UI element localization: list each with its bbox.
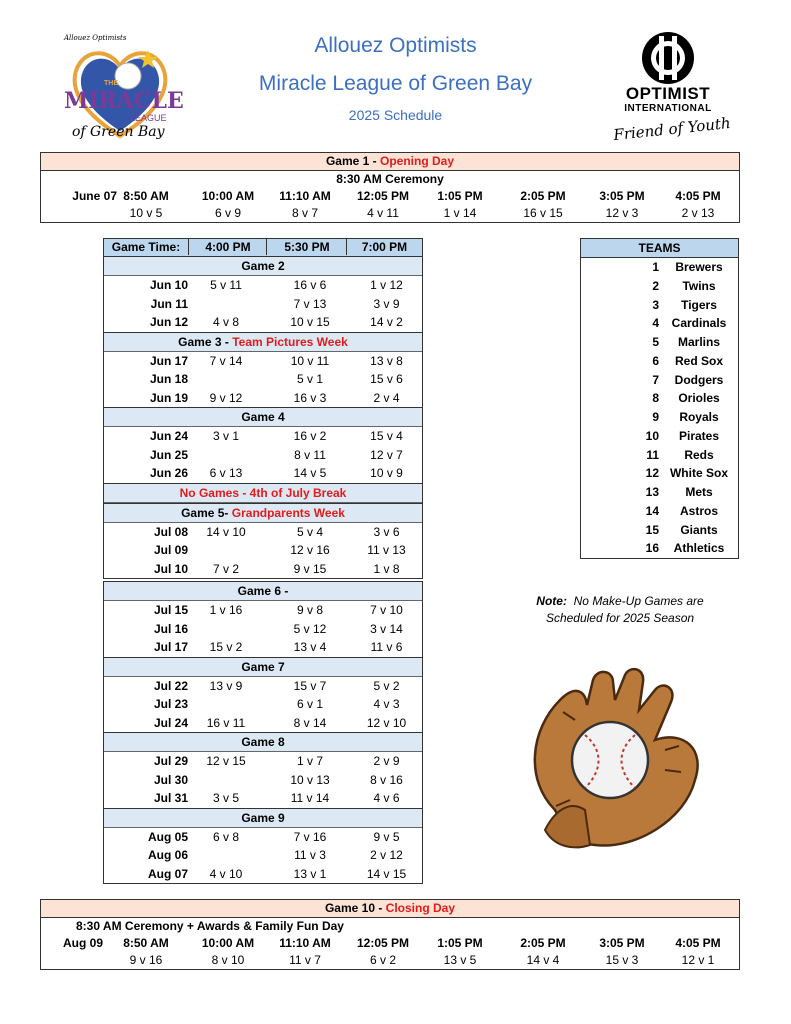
- opening-matchup: 12 v 3: [605, 206, 639, 220]
- game-week-note: Team Pictures Week: [232, 334, 348, 349]
- matchup-7pm: 4 v 3: [373, 697, 400, 711]
- schedule-row: [104, 789, 422, 808]
- game-week-label: [104, 484, 422, 503]
- schedule-row: [104, 523, 422, 542]
- schedule-row: [104, 677, 422, 696]
- logo-the-text: THE: [104, 80, 118, 87]
- matchup-530pm: 8 v 11: [294, 447, 326, 462]
- closing-games-row: [41, 952, 739, 969]
- team-name: Astros: [679, 503, 718, 518]
- matchup-4pm: 6 v 8: [212, 829, 239, 844]
- teams-title: TEAMS: [581, 239, 738, 258]
- game-week-title: Game 9: [241, 810, 285, 825]
- matchup-530pm: 6 v 1: [296, 697, 323, 711]
- game-week-label: [104, 733, 422, 752]
- matchup-530pm: 9 v 8: [296, 603, 323, 617]
- team-name: Reds: [684, 447, 714, 462]
- matchup-4pm: 7 v 2: [212, 561, 239, 576]
- schedule-row: [104, 427, 422, 446]
- opening-time: 3:05 PM: [599, 189, 645, 203]
- closing-matchup: 15 v 3: [605, 953, 639, 967]
- game-week-block: [103, 484, 423, 504]
- matchup-530pm: 5 v 4: [296, 524, 323, 539]
- matchup-530pm: 1 v 7: [296, 754, 323, 768]
- game-week-title: Game 8: [241, 735, 285, 749]
- schedule-date: Jul 17: [153, 640, 188, 654]
- team-number: 10: [645, 428, 659, 443]
- team-name: Tigers: [681, 297, 717, 312]
- opening-time: 2:05 PM: [520, 189, 566, 203]
- opening-ceremony: 8:30 AM Ceremony: [336, 172, 444, 186]
- page-title: Allouez Optimists: [314, 34, 477, 57]
- closing-date: Aug 09: [62, 936, 103, 950]
- opening-day-header: [41, 153, 739, 171]
- matchup-7pm: 2 v 12: [370, 848, 403, 862]
- matchup-7pm: 15 v 4: [370, 429, 403, 443]
- team-row: [581, 277, 738, 296]
- schedule-date: Aug 06: [147, 848, 188, 862]
- schedule-date: Jun 24: [149, 429, 188, 443]
- opening-times-row: [41, 188, 739, 205]
- closing-time: 2:05 PM: [520, 936, 566, 950]
- schedule-row: [104, 695, 422, 714]
- team-number: 16: [645, 541, 659, 556]
- team-number: 4: [652, 316, 659, 331]
- game-week-label: [104, 658, 422, 677]
- closing-time: 11:10 AM: [279, 936, 331, 950]
- schedule-row: [104, 295, 422, 314]
- opening-matchup: 10 v 5: [129, 206, 163, 220]
- note: [505, 593, 735, 627]
- game-week-label: [104, 809, 422, 828]
- schedule-row: [104, 771, 422, 790]
- team-number: 6: [652, 353, 659, 368]
- schedule-date: Jun 12: [149, 315, 188, 329]
- schedule-row: [104, 752, 422, 771]
- team-row: [581, 296, 738, 315]
- optimist-tagline: Friend of Youth: [612, 113, 732, 145]
- team-name: Orioles: [678, 391, 720, 406]
- team-row: [581, 258, 738, 277]
- team-row: [581, 502, 738, 521]
- schedule-row: [104, 464, 422, 483]
- matchup-4pm: 13 v 9: [209, 678, 243, 693]
- game-week-title: Game 6 -: [237, 584, 289, 598]
- schedule-date: Aug 05: [147, 829, 188, 844]
- team-number: 8: [652, 391, 659, 406]
- matchup-4pm: 5 v 11: [210, 278, 242, 292]
- matchup-7pm: 10 v 9: [370, 466, 403, 480]
- note-line1: No Make-Up Games are: [573, 594, 704, 608]
- opening-date: June 07: [72, 189, 117, 203]
- team-row: [581, 483, 738, 502]
- team-name: White Sox: [669, 466, 728, 481]
- matchup-4pm: 1 v 16: [209, 603, 243, 617]
- matchup-7pm: 5 v 2: [373, 678, 400, 693]
- opening-time: 4:05 PM: [675, 189, 721, 203]
- team-number: 5: [652, 335, 659, 349]
- matchup-7pm: 15 v 6: [370, 372, 403, 386]
- schedule-date: Jul 29: [153, 754, 188, 768]
- matchup-4pm: 7 v 14: [209, 353, 243, 368]
- schedule-row: [104, 389, 422, 408]
- schedule-year: 2025 Schedule: [348, 107, 443, 123]
- schedule-date: Jun 18: [149, 372, 188, 386]
- schedule-row: [104, 828, 422, 847]
- team-number: 15: [645, 522, 659, 537]
- team-row: [581, 427, 738, 446]
- matchup-7pm: 8 v 16: [370, 772, 403, 787]
- matchup-530pm: 10 v 13: [290, 772, 330, 787]
- closing-ceremony: 8:30 AM Ceremony + Awards & Family Fun Day: [76, 919, 344, 933]
- team-number: 14: [645, 503, 659, 518]
- matchup-7pm: 3 v 14: [370, 621, 403, 636]
- game-week-block: [103, 581, 423, 658]
- optimist-sub: INTERNATIONAL: [624, 103, 712, 114]
- note-label: Note:: [536, 594, 567, 608]
- matchup-530pm: 10 v 11: [290, 353, 330, 368]
- matchup-7pm: 3 v 9: [373, 296, 400, 311]
- game-week-label: [104, 333, 422, 352]
- schedule-date: Jun 11: [150, 296, 188, 311]
- matchup-4pm: 14 v 10: [206, 524, 246, 539]
- schedule-date: Jul 10: [153, 561, 188, 576]
- team-row: [581, 314, 738, 333]
- header-slot-3: 7:00 PM: [361, 240, 408, 254]
- game-week-block: [103, 257, 423, 333]
- logo-top-text: Allouez Optimists: [64, 34, 127, 42]
- schedule-date: Jul 30: [153, 772, 188, 787]
- team-name: Twins: [682, 278, 716, 293]
- game-week-label: [104, 582, 422, 601]
- team-row: [581, 464, 738, 483]
- game-week-title: Game 4: [241, 410, 285, 424]
- weekly-schedule-table: [103, 238, 423, 884]
- matchup-7pm: 7 v 10: [370, 603, 403, 617]
- team-row: [581, 389, 738, 408]
- closing-day-title-red: Closing Day: [385, 901, 456, 915]
- game-week-block: [103, 333, 423, 409]
- closing-matchup: 13 v 5: [443, 953, 477, 967]
- team-name: Marlins: [677, 335, 720, 349]
- matchup-7pm: 4 v 6: [373, 791, 400, 805]
- closing-time: 10:00 AM: [201, 936, 255, 950]
- teams-table: [580, 238, 739, 559]
- matchup-530pm: 12 v 16: [290, 543, 330, 557]
- schedule-date: Jun 10: [149, 278, 188, 292]
- schedule-row: [104, 276, 422, 295]
- matchup-530pm: 9 v 15: [293, 561, 327, 576]
- closing-day-title: Game 10 -: [324, 901, 386, 915]
- team-name: Red Sox: [674, 353, 723, 368]
- closing-matchup: 6 v 2: [369, 953, 396, 967]
- schedule-row: [104, 638, 422, 657]
- team-name: Mets: [685, 485, 713, 499]
- game-week-note: No Games - 4th of July Break: [179, 485, 347, 500]
- schedule-date: Aug 07: [147, 866, 188, 881]
- schedule-date: Jun 17: [149, 353, 188, 368]
- matchup-7pm: 2 v 4: [373, 390, 400, 405]
- game-week-title: Game 5-: [181, 505, 232, 520]
- matchup-7pm: 12 v 7: [370, 447, 403, 462]
- schedule-row: [104, 560, 422, 579]
- opening-day-title: Game 1 -: [325, 154, 380, 168]
- matchup-530pm: 16 v 6: [293, 278, 327, 292]
- team-name: Brewers: [675, 260, 723, 274]
- schedule-row: [104, 541, 422, 560]
- matchup-530pm: 8 v 14: [293, 715, 327, 730]
- schedule-row: [104, 846, 422, 865]
- game-week-title: Game 7: [241, 659, 285, 674]
- game-week-block: [103, 504, 423, 580]
- team-row: [581, 352, 738, 371]
- schedule-date: Jun 19: [149, 390, 188, 405]
- opening-time: 8:50 AM: [123, 189, 169, 203]
- game-week-label: [104, 257, 422, 276]
- page-subtitle: Miracle League of Green Bay: [258, 72, 533, 95]
- team-row: [581, 539, 738, 558]
- schedule-row: [104, 714, 422, 733]
- matchup-7pm: 11 v 13: [367, 543, 406, 557]
- closing-times-row: [41, 935, 739, 952]
- matchup-4pm: 3 v 5: [212, 791, 239, 805]
- opening-time: 12:05 PM: [356, 189, 410, 203]
- schedule-row: [104, 352, 422, 371]
- schedule-row: [104, 865, 422, 884]
- team-number: 3: [652, 297, 659, 312]
- game-week-block: [103, 658, 423, 734]
- matchup-7pm: 2 v 9: [373, 754, 400, 768]
- schedule-date: Jul 16: [153, 621, 188, 636]
- matchup-4pm: 4 v 8: [212, 315, 239, 329]
- game-week-block: [103, 408, 423, 484]
- team-number: 9: [652, 410, 659, 424]
- opening-time: 11:10 AM: [279, 189, 331, 203]
- closing-time: 8:50 AM: [123, 936, 169, 950]
- game-week-label: [104, 408, 422, 427]
- game-week-title: Game 2: [241, 259, 285, 273]
- logo-sub-text: of Green Bay: [72, 124, 165, 140]
- opening-matchup: 16 v 15: [523, 206, 563, 220]
- matchup-7pm: 14 v 15: [366, 866, 407, 881]
- team-row: [581, 446, 738, 465]
- team-row: [581, 521, 738, 540]
- schedule-date: Jul 31: [153, 791, 188, 805]
- game-week-block: [103, 733, 423, 809]
- matchup-4pm: 16 v 11: [206, 715, 246, 730]
- team-number: 13: [645, 485, 659, 499]
- schedule-row: [104, 601, 422, 620]
- matchup-530pm: 7 v 16: [293, 829, 327, 844]
- team-name: Giants: [680, 522, 718, 537]
- matchup-530pm: 13 v 4: [293, 640, 327, 654]
- opening-time: 10:00 AM: [201, 189, 255, 203]
- matchup-530pm: 13 v 1: [293, 866, 327, 881]
- header-slot-2: 5:30 PM: [268, 239, 347, 255]
- opening-matchup: 2 v 13: [681, 206, 715, 220]
- opening-games-row: [41, 205, 739, 222]
- game-week-block: [103, 809, 423, 885]
- matchup-530pm: 16 v 3: [293, 390, 327, 405]
- matchup-530pm: 10 v 15: [290, 315, 330, 329]
- matchup-530pm: 11 v 14: [290, 791, 330, 805]
- matchup-530pm: 7 v 13: [293, 296, 327, 311]
- matchup-7pm: 11 v 6: [370, 640, 403, 654]
- opening-time: 1:05 PM: [437, 189, 483, 203]
- matchup-4pm: 12 v 15: [206, 754, 246, 768]
- schedule-date: Jun 25: [149, 447, 188, 462]
- team-name: Athletics: [673, 541, 725, 556]
- opening-matchup: 8 v 7: [291, 206, 318, 220]
- closing-time: 1:05 PM: [437, 936, 483, 950]
- note-line2: Scheduled for 2025 Season: [545, 611, 695, 625]
- miracle-league-logo: [60, 34, 184, 146]
- closing-matchup: 11 v 7: [289, 953, 321, 967]
- matchup-4pm: 4 v 10: [209, 866, 243, 881]
- matchup-7pm: 12 v 10: [366, 715, 407, 730]
- matchup-530pm: 14 v 5: [293, 466, 327, 480]
- matchup-7pm: 9 v 5: [373, 829, 400, 844]
- logo-miracle-text: MIRACLE: [64, 88, 184, 114]
- matchup-7pm: 14 v 2: [370, 315, 403, 329]
- closing-day-box: [40, 899, 740, 970]
- closing-matchup: 12 v 1: [681, 953, 715, 967]
- matchup-530pm: 15 v 7: [293, 678, 327, 693]
- opening-day-title-red: Opening Day: [380, 154, 455, 168]
- game-week-title: Game 3 -: [178, 334, 233, 349]
- optimist-name: OPTIMIST: [625, 84, 711, 103]
- opening-matchup: 4 v 11: [367, 206, 399, 220]
- closing-matchup: 14 v 4: [526, 953, 560, 967]
- team-row: [581, 408, 738, 427]
- schedule-date: Jul 23: [153, 697, 188, 711]
- team-number: 2: [652, 278, 659, 293]
- matchup-530pm: 5 v 1: [296, 372, 323, 386]
- closing-matchup: 8 v 10: [211, 953, 245, 967]
- closing-day-header: [41, 900, 739, 918]
- team-row: [581, 333, 738, 352]
- schedule-date: Jul 08: [153, 524, 188, 539]
- optimist-logo: [598, 28, 738, 148]
- schedule-date: Jun 26: [149, 466, 188, 480]
- team-number: 1: [652, 260, 659, 274]
- opening-matchup: 1 v 14: [443, 206, 477, 220]
- baseball-glove-image: [515, 660, 725, 860]
- matchup-7pm: 1 v 8: [373, 561, 400, 576]
- opening-matchup: 6 v 9: [214, 206, 241, 220]
- schedule-row: [104, 313, 422, 332]
- matchup-4pm: 6 v 13: [209, 466, 243, 480]
- header-slot-1: 4:00 PM: [190, 239, 267, 255]
- schedule-row: [104, 446, 422, 465]
- game-week-label: [104, 504, 422, 523]
- schedule-date: Jul 22: [153, 678, 188, 693]
- team-number: 12: [645, 466, 659, 481]
- matchup-530pm: 16 v 2: [293, 429, 327, 443]
- matchup-7pm: 13 v 8: [370, 353, 403, 368]
- header-game-time: Game Time:: [104, 239, 189, 255]
- matchup-7pm: 3 v 6: [373, 524, 400, 539]
- matchup-4pm: 9 v 12: [209, 390, 243, 405]
- matchup-4pm: 3 v 1: [212, 429, 239, 443]
- team-name: Dodgers: [674, 372, 724, 387]
- matchup-530pm: 5 v 12: [293, 621, 327, 636]
- game-week-note: Grandparents Week: [231, 505, 345, 520]
- opening-day-box: [40, 152, 740, 223]
- matchup-4pm: 15 v 2: [209, 640, 243, 654]
- matchup-7pm: 1 v 12: [370, 278, 403, 292]
- team-number: 11: [646, 447, 659, 462]
- team-row: [581, 371, 738, 390]
- schedule-date: Jul 15: [153, 603, 188, 617]
- schedule-date: Jul 24: [153, 715, 188, 730]
- schedule-row: [104, 620, 422, 639]
- team-name: Royals: [679, 410, 719, 424]
- closing-time: 12:05 PM: [356, 936, 410, 950]
- schedule-header-row: [103, 238, 423, 257]
- team-number: 7: [652, 372, 659, 387]
- closing-time: 4:05 PM: [675, 936, 721, 950]
- team-name: Pirates: [678, 428, 720, 443]
- team-name: Cardinals: [671, 316, 727, 331]
- matchup-530pm: 11 v 3: [294, 848, 326, 862]
- closing-time: 3:05 PM: [599, 936, 645, 950]
- schedule-date: Jul 09: [153, 543, 188, 557]
- schedule-row: [104, 370, 422, 389]
- closing-matchup: 9 v 16: [129, 953, 163, 967]
- logo-league-text: LEAGUE: [130, 113, 167, 123]
